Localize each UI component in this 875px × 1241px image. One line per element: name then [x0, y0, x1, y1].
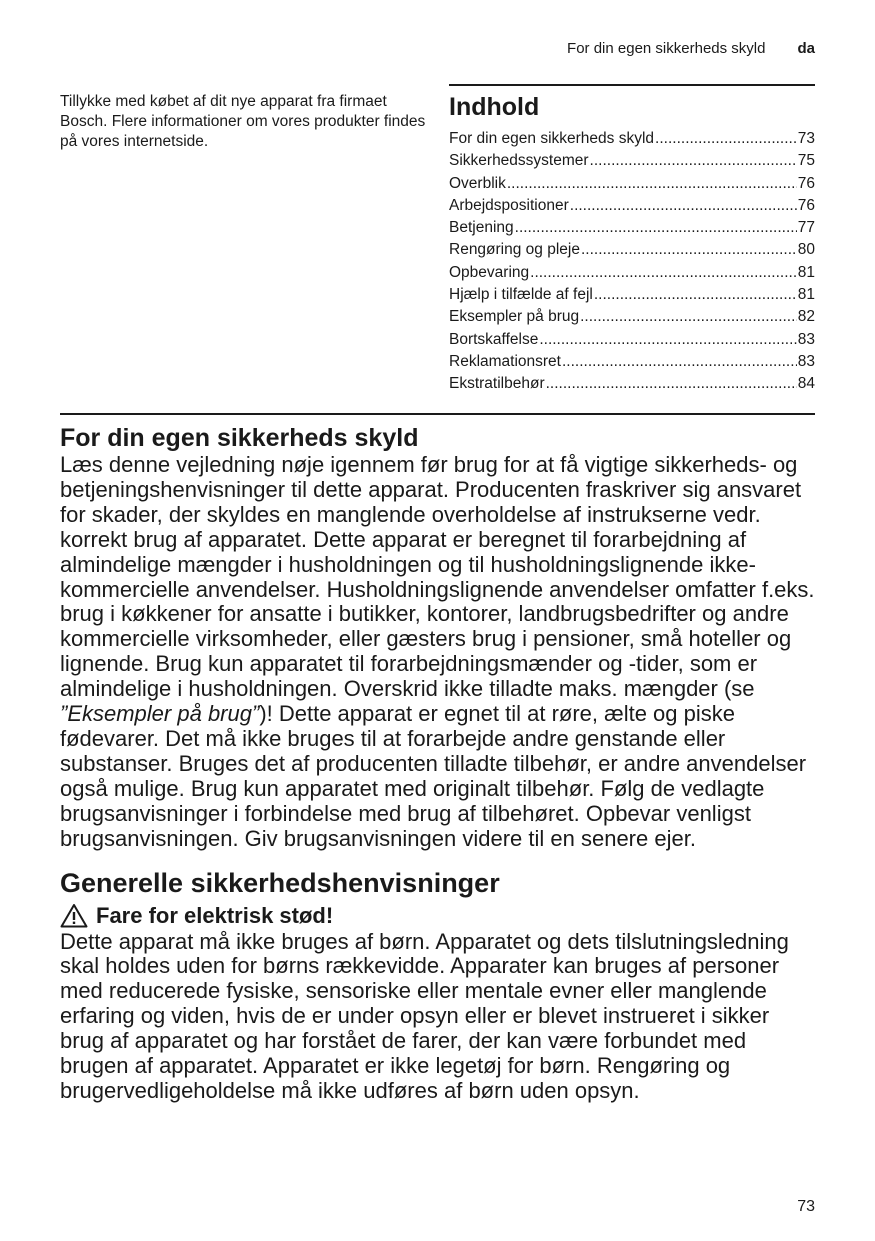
toc-entry[interactable] [449, 329, 815, 351]
general-safety-paragraph: Dette apparat må ikke bruges af børn. Apparatet og dets tilslutningsledning skal holdes uden for børns rækkevidde. Apparater kan bruges af personer med reducerede fysiske, sensoriske eller mentale evner eller manglende erfaring og viden, hvis de er under opsyn eller er blevet instrueret i sikker brug af apparatet og har forstået de farer, der kan være forbundet med brugen af apparatet. Apparatet er ikke legetøj for børn. Rengøring og brugervedligeholdelse må ikke udføres af børn uden opsyn. [60, 928, 789, 1103]
toc-entry-label: Arbejdspositioner [449, 196, 569, 214]
safety-paragraph [60, 453, 815, 852]
toc-entry[interactable] [449, 195, 815, 217]
toc-entry-page: 82 [797, 308, 815, 326]
page-header [567, 40, 815, 57]
toc-leader-dots [539, 329, 796, 351]
toc-leader-dots [655, 128, 797, 150]
toc-entry-page: 75 [797, 152, 815, 170]
toc-leader-dots [562, 351, 797, 373]
toc-entry[interactable] [449, 351, 815, 373]
toc-entry-page: 81 [797, 286, 815, 304]
header-section-title: For din egen sikkerheds skyld [567, 40, 766, 57]
toc-entry-page: 83 [797, 330, 815, 348]
toc-entry[interactable] [449, 217, 815, 239]
toc-entry[interactable] [449, 128, 815, 150]
toc-leader-dots [570, 195, 797, 217]
toc-leader-dots [507, 173, 797, 195]
safety-text-part-1: Læs denne vejledning nøje igennem før brug for at få vigtige sikkerheds- og betjeningshenvisninger til dette apparat. Producenten fraskriver sig ansvaret for skader, der skyldes en manglende overholdelse af instrukserne vedr. korrekt brug af apparatet. Dette apparat er beregnet til forarbejdning af almindelige mængder i husholdningen og til husholdningslignende ikke-kommercielle anvendelser. Husholdningslignende anvendelser omfatter f.eks. brug i køkkener for ansatte i butikker, kontorer, landbrugsbedrifter og andre kommercielle virksomheder, eller gæsters brug i pensioner, små hoteller og lignende. Brug kun apparatet til forarbejdningsmænder og -tider, som er almindelige i husholdningen. Overskrid ikke tilladte maks. mængder (se [60, 452, 815, 702]
cross-reference-link[interactable]: ”Eksempler på brug” [60, 701, 260, 727]
toc-entry-label: Eksempler på brug [449, 308, 580, 326]
toc-leader-dots [581, 239, 797, 261]
toc-leader-dots [580, 306, 797, 328]
toc-entry-page: 73 [797, 130, 815, 147]
toc-entry-label: Sikkerhedssystemer [449, 152, 589, 170]
general-safety-heading: Generelle sikkerhedshenvisninger [60, 867, 500, 898]
toc-entry-label: Opbevaring [449, 263, 530, 281]
toc-entry[interactable] [449, 173, 815, 195]
toc-entry-page: 83 [797, 352, 815, 370]
toc-entry-label: Overblik [449, 174, 506, 192]
toc-entry-label: For din egen sikkerheds skyld [449, 130, 655, 147]
toc-list [449, 128, 815, 396]
safety-text-part-2: )! Dette apparat er egnet til at røre, ælte og piske fødevarer. Det må ikke bruges til at forarbejde andre genstande eller substanser. Bruges det af producenten tilladte tilbehør, er andre anvendelser også mulige. Brug kun apparatet med originalt tilbehør. Følg de vedlagte brugsanvisninger i forbindelse med brug af tilbehøret. Opbevar venligst brugsanvisningen. Giv brugsanvisningen videre til en senere ejer. [60, 701, 807, 851]
toc-leader-dots [590, 150, 797, 172]
toc-title: Indhold [449, 93, 540, 121]
toc-leader-dots [594, 284, 797, 306]
toc-entry-page: 76 [797, 196, 815, 214]
toc-entry[interactable] [449, 373, 815, 395]
toc-entry-page: 77 [797, 219, 815, 237]
toc-entry-page: 84 [797, 375, 815, 393]
toc-entry[interactable] [449, 150, 815, 172]
safety-heading: For din egen sikkerheds skyld [60, 424, 419, 452]
toc-leader-dots [515, 217, 797, 239]
toc-entry[interactable] [449, 306, 815, 328]
toc-entry-page: 80 [797, 241, 815, 259]
toc-entry[interactable] [449, 262, 815, 284]
toc-entry-label: Reklamationsret [449, 352, 561, 370]
toc-entry-label: Hjælp i tilfælde af fejl [449, 286, 593, 304]
toc-entry[interactable] [449, 239, 815, 261]
page-number: 73 [797, 1198, 815, 1215]
warning-triangle-icon [60, 903, 88, 928]
toc-entry-label: Betjening [449, 219, 514, 237]
toc-entry-label: Rengøring og pleje [449, 241, 580, 259]
electric-shock-warning [60, 902, 815, 930]
warning-title: Fare for elektrisk stød! [96, 902, 334, 928]
toc-entry[interactable] [449, 284, 815, 306]
intro-text: Tillykke med købet af dit nye apparat fra firmaet Bosch. Flere informationer om vores produkter findes på vores internetside. [60, 93, 426, 150]
toc-entry-page: 76 [797, 174, 815, 192]
toc-entry-label: Bortskaffelse [449, 330, 539, 348]
toc-entry-label: Ekstratilbehør [449, 375, 545, 393]
main-content [60, 413, 815, 1104]
toc-leader-dots [546, 373, 797, 395]
header-language-code: da [797, 40, 815, 57]
table-of-contents [449, 84, 815, 396]
toc-entry-page: 81 [797, 263, 815, 281]
toc-leader-dots [530, 262, 797, 284]
